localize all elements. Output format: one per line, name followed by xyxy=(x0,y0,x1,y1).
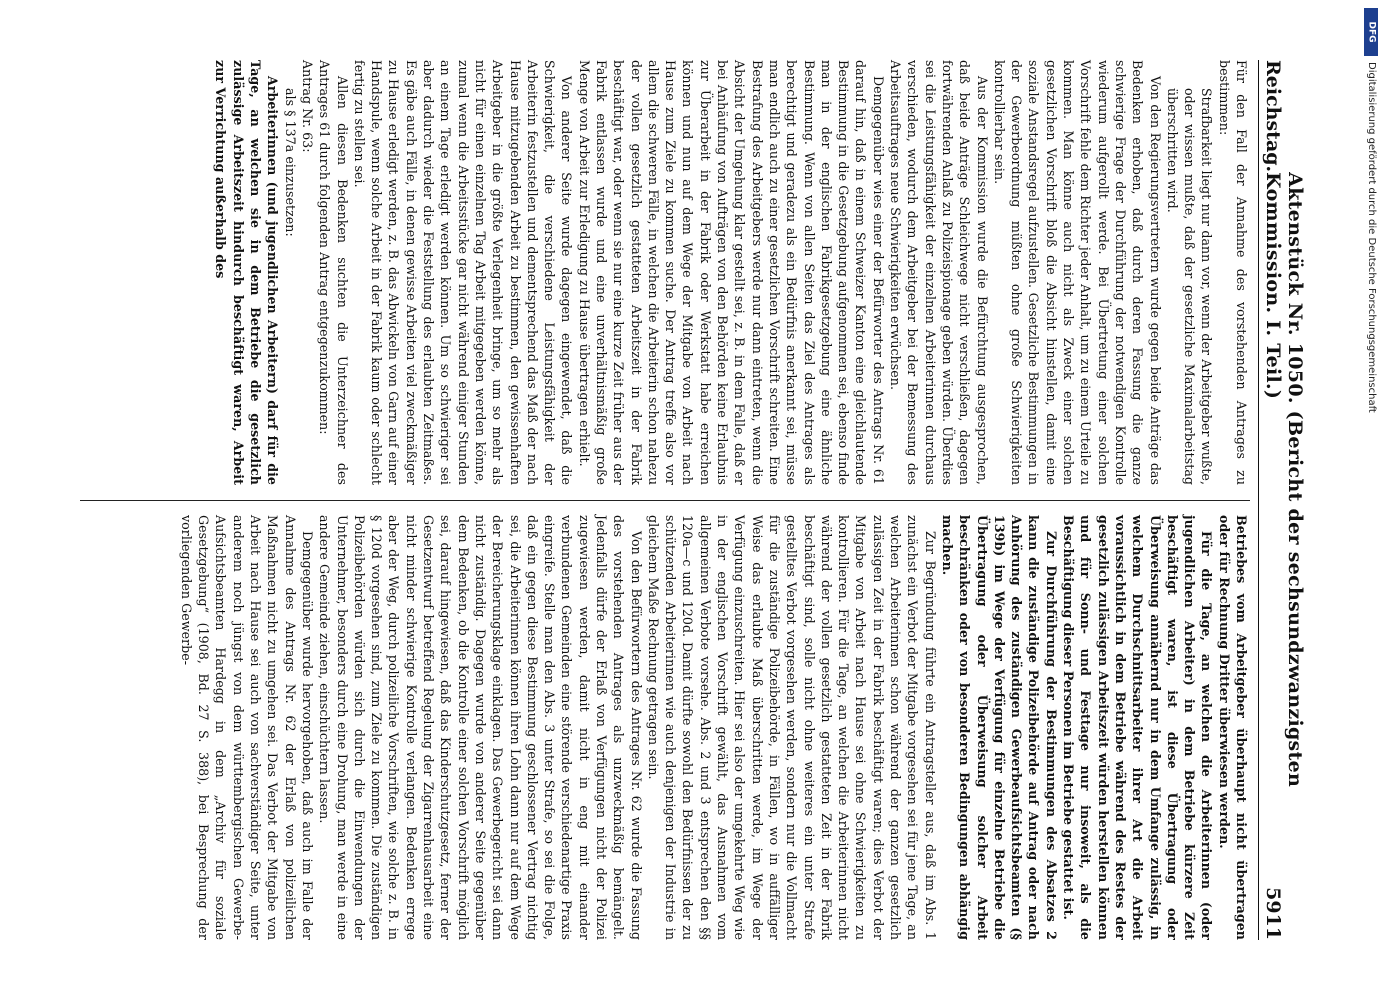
paragraph: Von den Befürwortern des Antrages Nr. 62 wurde die Fassung des vorstehenden Antrages als unzweckmäßig bemängelt. Jedenfalls dürfe der Erlaß von Verfügungen nicht der Polizei zugewiesen werden, damit nicht in eng mit einander verbundenen Gemeinden eine störende verschiedenartige Praxis eingreife. Stelle man den Abs. 3 unter Strafe, so sei die Folge, daß ein gegen diese Bestimmung geschlossener Vertrag nichtig sei, die Arbeiterinnen können ihren Lohn dann nur auf dem Wege der Bereicherungsklage einklagen. Das Gewerbegericht sei dann nicht zuständig. Dagegen wurde von anderer Seite gegenüber dem Bedenken, ob die Kontrolle einer solchen Vorschrift möglich sei, darauf hingewiesen, daß das Kinderschutzgesetz, ferner der Gesetzentwurf betreffend Regelung der Zigarrenhausarbeit eine nicht minder schwierige Kontrolle verlangen. Bedenken errege aber der Weg, durch polizeiliche Vorschriften, wie solche z. B. in § 120d vorgesehen sind, zum Ziele zu kommen. Die zuständigen Polizeibehörden würden sich durch die Einwendungen der Unternehmer, besonders durch eine Drohung, man werde in eine andere Gemeinde ziehen, einschüchtern lassen. xyxy=(317,515,644,940)
column-divider xyxy=(80,500,1250,501)
paragraph: Strafbarkeit liegt nur dann vor, wenn der Arbeitgeber wußte, oder wissen mußte, daß der gesetzliche Maximalarbeitstag überschritten wird. xyxy=(1164,88,1215,485)
motion-heading: Antrag Nr. 63: xyxy=(299,60,315,153)
paragraph: Von anderer Seite wurde dagegen eingewendet, daß die Schwierigkeit, die verschiedene Leistungsfähigkeit der Arbeiterin festzustellen und dementsprechend das Maß der nach Hause mitzugebenden Arbeit zu bestimmen, den gewissenhaften Arbeitgeber in die größte Verlegenheit bringe, um so mehr als nicht für einen einzelnen Tag Arbeit mitgegeben werden könne, zumal wenn die Arbeitsstücke gar nicht während einiger Stunden an einem Tage erledigt werden können. Um so schwieriger sei aber dadurch wieder die Feststellung des erlaubten Zeitmaßes. Es gäbe auch Fälle, in denen gewisse Arbeiten viel zweckmäßiger zu Hause erledigt werden, z. B. das Abwickeln von Garn auf einer Handspule, wenn solche Arbeit in der Fabrik kaum oder schlecht fertig zu stellen sei. xyxy=(351,60,575,485)
rotated-page xyxy=(62,60,1306,940)
paragraph: Zur Durchführung der Bestimmungen des Absatzes 2 kann die zuständige Polizeibehörde auf Antrag oder nach Anhörung des zuständigen Gewerbeaufsichtsbeamten (§ 139b) im Wege der Verfügung für einzelne Betriebe die Übertragung oder Überweisung solcher Arbeit beschränken oder von besonderen Bedingungen abhängig machen. xyxy=(939,515,1059,940)
paragraph: Von den Regierungsvertretern wurde gegen beide Anträge das Bedenken erhoben, daß durch deren Fassung die ganze schwierige Frage der Durchführung der notwendigen Kontrolle wiederum aufgerollt werde. Bei Übertretung einer solchen Vorschrift fehle dem Richter jeder Anhalt, um zu einem Urteile zu kommen. Man könne auch nicht als Zweck einer solchen gesetzlichen Vorschrift bloß die Absicht hinstellen, damit eine soziale Anstandsregel aufzustellen. Gesetzliche Bestimmungen in der Gewerbeordnung müßten ohne große Schwierigkeiten kontrollierbar sein. xyxy=(991,60,1163,485)
page-content xyxy=(62,60,1306,940)
credit-text: Digitalisierung gefördert durch die Deutsche Forschungsgemeinschaft xyxy=(1366,62,1377,413)
motion-intro: als § 137a einzusetzen: xyxy=(282,88,298,237)
paragraph: Für die Tage, an welchen die Arbeiterinnen (oder jugendlichen Arbeiter) in dem Betriebe kürzere Zeit beschäftigt waren, ist diese Übertragung oder Überweisung annähernd nur in dem Umfange zulässig, in welchem Durchschnittsarbeiter ihrer Art die Arbeit voraussichtlich in dem Betriebe während des Restes der gesetzlich zulässigen Arbeitszeit würden herstellen können und für Sonn- und Festtage nur insoweit, als die Beschäftigung dieser Personen im Betriebe gestattet ist. xyxy=(1061,515,1215,940)
motion-text: Arbeiterinnen (und jugendlichen Arbeitern) darf für die Tage, an welchen sie in dem Betriebe die gesetzlich zulässige Arbeitszeit hindurch beschäftigt waren, Arbeit zur Verrichtung außerhalb des xyxy=(213,60,281,485)
right-column xyxy=(70,515,1250,940)
left-column xyxy=(70,60,1250,485)
dfg-logo: DFG xyxy=(1364,8,1378,56)
page-number: 5911 xyxy=(1262,887,1284,940)
paragraph: Demgegenüber wies einer der Befürworter des Antrags Nr. 61 darauf hin, daß in einem Schweizer Kanton eine gleichlautende Bestimmung in die Gesetzgebung aufgenommen sei, ebenso finde man in der englischen Fabrikgesetzgebung eine ähnliche Bestimmung. Wenn von allen Seiten das Ziel des Antrages als berechtigt und geradezu als ein Bedürfnis anerkannt sei, müsse man endlich auch zu einer gesetzlichen Vorschrift schreiten. Eine Bestrafung des Arbeitgebers werde nur dann eintreten, wenn die Absicht der Umgehung klar gestellt sei, z. B. in dem Falle, daß er bei Anhäufung von Aufträgen von den Behörden keine Erlaubnis zur Überarbeit in der Fabrik oder Werkstatt habe erreichen können und nun auf dem Wege der Mitgabe von Arbeit nach Hause zum Ziele zu kommen suche. Der Antrag treffe also vor allem die schweren Fälle, in welchen die Arbeiterin schon nahezu der vollen gesetzlich gestatteten Arbeitszeit in der Fabrik beschäftigt war, oder wenn sie nur eine kurze Zeit früher aus der Fabrik entlassen wurde und eine unverhältnismäßig große Menge von Arbeit zur Erledigung zu Hause übertragen erhielt. xyxy=(576,60,886,485)
header-middle: Aktenstück Nr. 1050. (Bericht der sechsundzwanzigsten Kommission. I. Teil.) xyxy=(1262,172,1306,788)
paragraph: Aus der Kommission wurde die Befürchtung ausgesprochen, daß beide Anträge Schleichwege nicht verschließen, dagegen fortwährenden Anlaß zu Polizeispionage geben würden. Überdies sei die Leistungsfähigkeit der einzelnen Arbeiterinnen durchaus verschieden, wodurch dem Arbeitgeber bei der Bemessung des Arbeitsauftrages neue Schwierigkeiten erwüchsen. xyxy=(888,60,990,485)
paragraph: Betriebes vom Arbeitgeber überhaupt nicht übertragen oder für Rechnung Dritter überwiesen werden. xyxy=(1216,515,1249,940)
paragraph: Für den Fall der Annahme des vorstehenden Antrages zu bestimmen: xyxy=(1216,60,1249,485)
paragraph: Allen diesen Bedenken suchten die Unterzeichner des Antrages 61 durch folgenden Antrag entgegenzukommen: xyxy=(317,60,350,485)
paragraph: Zur Begründung führte ein Antragsteller aus, daß im Abs. 1 zunächst ein Verbot der Mitgabe vorgesehen sei für jene Tage, an welchen Arbeiterinnen schon während der ganzen gesetzlich zulässigen Zeit in der Fabrik beschäftigt waren; dies Verbot der Mitgabe von Arbeit nach Hause sei ohne Schwierigkeiten zu kontrollieren. Für die Tage, an welchen die Arbeiterinnen nicht während der vollen gesetzlich gestatteten Zeit in der Fabrik beschäftigt sind, solle nicht ohne weiteres ein unter Strafe gestelltes Verbot vorgesehen werden, sondern nur die Vollmacht für die zuständige Polizeibehörde, in Fällen, wo in auffälliger Weise das erlaubte Maß überschritten werde, im Wege der Verfügung einzuschreiten. Hier sei also der umgekehrte Weg wie in der englischen Vorschrift gewählt, das Ausnahmen vom allgemeinen Verbote vorsehe. Abs. 2 und 3 entsprechen den §§ 120a—c und 120d. Damit dürfte sowohl den Bedürfnissen der zu schützenden Arbeiterinnen wie auch denjenigen der Industrie in gleichem Maße Rechnung getragen sein. xyxy=(645,515,938,940)
header-left: Reichstag. xyxy=(1262,60,1284,173)
paragraph: Demgegenüber wurde hervorgehoben, daß auch im Falle der Annahme des Antrags Nr. 62 der Erlaß von polizeilichen Maßnahmen nicht zu umgehen sei. Das Verbot der Mitgabe von Arbeit nach Hause sei auch von sachverständiger Seite, unter anderem noch jüngst von dem württembergischen Gewerbe-Aufsichtsbeamten Hardegg in dem „Archiv für soziale Gesetzgebung“ (1908, Bd. 27 S. 388), bei Besprechung der vorliegenden Gewerbe- xyxy=(178,515,315,940)
running-header xyxy=(1258,60,1306,940)
